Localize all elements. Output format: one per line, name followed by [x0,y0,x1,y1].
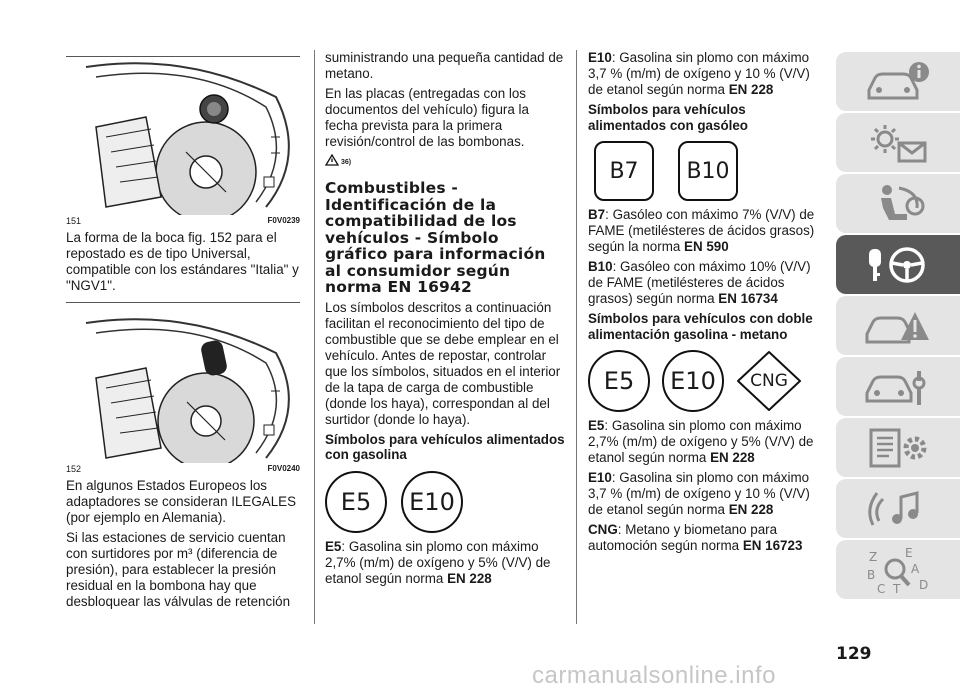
index-letter: A [911,561,920,576]
gasoline-symbols [325,471,565,533]
fuel-definition-b10 [588,259,824,307]
figure-code: F0V0240 [267,464,300,473]
fuel-code: CNG [588,522,618,537]
index-letter: Z [869,549,878,564]
fuel-description: : Gasóleo con máximo 10% (V/V) de FAME (metilésteres de ácidos grasos) según norma [588,259,811,306]
key-steering-wheel-icon [863,243,933,287]
subheading: Símbolos para vehículos alimentados con gasolina [325,431,565,462]
fuel-norm: EN 228 [728,502,774,517]
fuel-norm: EN 16723 [742,538,803,553]
paragraph: suministrando una pequeña cantidad de metano. [325,50,564,81]
alphabet-index-icon [863,545,933,595]
fuel-norm: EN 228 [728,82,774,97]
fuel-description: : Gasolina sin plomo con máximo 3,7 % (m/m) de oxígeno y 10 % (V/V) de etanol según norma [588,470,810,517]
column-3 [588,50,824,554]
fuel-norm: EN 228 [710,450,755,465]
page-number: 129 [836,644,872,664]
subheading: Símbolos para vehículos alimentados con gasóleo [588,102,748,133]
tab-maintenance[interactable] [836,357,960,416]
fuel-definition-e5 [325,539,565,587]
fuel-filler-adapter-illustration [66,313,300,463]
figure-caption [66,216,300,226]
fuel-description: : Gasolina sin plomo con máximo 3,7 % (m/m) de oxígeno y 10 % (V/V) de etanol según norma [588,50,810,97]
e10-symbol: E10 [662,350,724,412]
column-1 [66,0,300,610]
fuel-code: E5 [588,418,605,433]
index-letter: T [893,581,901,595]
music-note-icon [863,487,933,531]
fuel-code: E10 [588,50,612,65]
fuel-description: : Metano y biometano para automoción según norma [588,522,778,553]
warning-reference [325,152,565,166]
b7-symbol: B7 [594,141,654,201]
tab-index[interactable] [836,540,960,599]
diesel-symbols [594,141,824,201]
tab-starting-driving[interactable] [836,235,960,294]
car-wrench-icon [863,365,933,409]
dual-fuel-symbols [588,350,824,412]
figure-caption [66,464,300,474]
cng-label: CNG [750,371,788,391]
figure-code: F0V0239 [267,216,300,225]
e5-symbol: E5 [325,471,387,533]
index-letter: C [877,581,886,595]
fuel-code: E5 [325,538,342,554]
paragraph: En algunos Estados Europeos los adaptadores se consideran ILEGALES (por ejemplo en Alemania). [66,478,297,525]
figure-152 [66,313,300,474]
fuel-description: : Gasolina sin plomo con máximo 2,7% (m/m) de oxígeno y 5% (V/V) de etanol según norma [325,538,551,586]
tab-multimedia[interactable] [836,479,960,538]
paragraph: En las placas (entregadas con los documentos del vehículo) figura la fecha prevista para la primera revisión/control de las bombonas. [325,86,529,149]
fuel-norm: EN 590 [684,239,729,254]
paragraph: Los símbolos descritos a continuación facilitan el reconocimiento del tipo de combustible que se debe emplear en el vehículo. Antes de repostar, controlar que los símbolos, situados en el interior de la tapa de carga de combustible (donde los haya), correspondan al del surtidor (donde lo haya). [325,299,561,427]
car-info-icon [863,60,933,104]
figure-151 [66,56,300,226]
column-divider [576,50,577,624]
section-heading: Combustibles - Identificación de la compatibilidad de los vehículos - Símbolo gráfico para información al consumidor según norma EN 16942 [325,179,546,296]
subheading: Símbolos para vehículos con doble alimentación gasolina - metano [588,311,813,342]
fuel-code: B10 [588,259,613,274]
chapter-sidebar [836,52,960,601]
e10-symbol: E10 [401,471,463,533]
watermark: carmanualsonline.info [532,662,776,689]
paragraph: Si las estaciones de servicio cuentan con surtidores por m³ (diferencia de presión), para establecer la presión residual en la bombona hay que desbloquear las válvulas de retención [66,530,291,609]
index-letter: B [867,567,876,582]
separator [66,302,300,303]
fuel-norm: EN 16734 [718,291,778,306]
fuel-description: : Gasóleo con máximo 7% (V/V) de FAME (metilésteres de ácidos grasos) según la norma [588,207,815,254]
fuel-definition-e10 [588,50,824,98]
fuel-definition-b7 [588,207,824,255]
tab-technical-data[interactable] [836,418,960,477]
figure-number: 151 [66,216,82,226]
fuel-code: B7 [588,207,606,222]
e5-symbol: E5 [588,350,650,412]
tab-instruments[interactable] [836,113,960,172]
warning-triangle-icon [325,154,339,166]
fuel-definition-cng [588,522,824,554]
fuel-code: E10 [588,470,612,485]
seat-airbag-icon [863,182,933,226]
document-gear-icon [863,426,933,470]
figure-number: 152 [66,464,82,474]
index-letter: D [919,577,929,592]
b10-symbol: B10 [678,141,738,201]
tab-vehicle-info[interactable] [836,52,960,111]
column-2 [325,50,565,587]
paragraph: La forma de la boca fig. 152 para el repostado es de tipo Universal, compatible con los estándares "Italia" y "NGV1". [66,230,299,293]
fuel-definition-e5 [588,418,824,466]
cng-symbol [736,350,802,412]
warning-number: 36) [341,159,352,166]
fuel-definition-e10 [588,470,824,518]
index-letter: E [905,545,913,560]
tab-safety[interactable] [836,174,960,233]
tab-emergency[interactable] [836,296,960,355]
fuel-filler-illustration [66,57,300,215]
car-crash-icon [863,304,933,348]
sun-envelope-icon [863,121,933,165]
fuel-norm: EN 228 [447,570,492,586]
fuel-description: : Gasolina sin plomo con máximo 2,7% (m/m) de oxígeno y 5% (V/V) de etanol según norma [588,418,814,465]
column-divider [314,50,315,624]
